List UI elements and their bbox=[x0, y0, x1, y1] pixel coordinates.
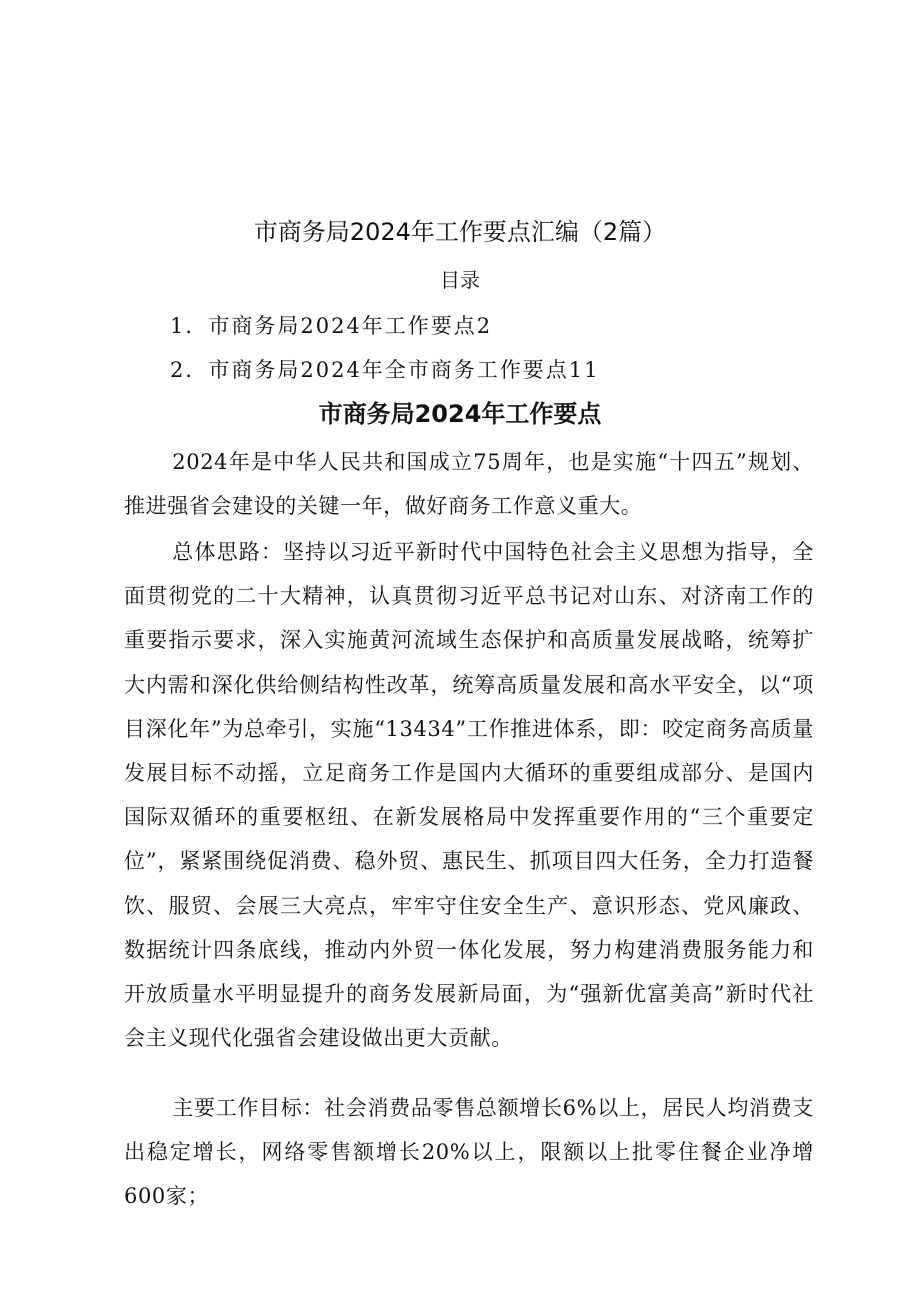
paragraph-main-goals bbox=[124, 1086, 814, 1219]
paragraph-text: 坚持以习近平新时代中国特色社会主义思想为指导，全面贯彻党的二十大精神，认真贯彻习近平总书记对山东、对济南工作的重要指示要求，深入实施黄河流域生态保护和高质量发展战略，统筹扩大内需和深化供给侧结构性改革，统筹高质量发展和高水平安全，以“项目深化年”为总牵引，实施“13434”工作推进体系，即：咬定商务高质量发展目标不动摇，立足商务工作是国内大循环的重要组成部分、是国内国际双循环的重要枢纽、在新发展格局中发挥重要作用的“三个重要定位”，紧紧围绕促消费、稳外贸、惠民生、抓项目四大任务，全力打造餐饮、服贸、会展三大亮点，牢牢守住安全生产、意识形态、党风廉政、数据统计四条底线，推动内外贸一体化发展，努力构建消费服务能力和开放质量水平明显提升的商务发展新局面，为“强新优富美高”新时代社会主义现代化强省会建设做出更大贡献。 bbox=[124, 540, 814, 1051]
paragraph-text: 社会消费品零售总额增长6%以上，居民人均消费支出稳定增长，网络零售额增长20%以上，限额以上批零住餐企业净增600家； bbox=[124, 1096, 814, 1209]
paragraph-text: 2024年是中华人民共和国成立75周年，也是实施“十四五”规划、推进强省会建设的关键一年，做好商务工作意义重大。 bbox=[124, 450, 814, 519]
toc-item[interactable]: 2．市商务局2024年全市商务工作要点11 bbox=[170, 358, 600, 382]
paragraph-label: 总体思路： bbox=[172, 540, 284, 564]
toc-heading: 目录 bbox=[440, 268, 480, 292]
section-title: 市商务局2024年工作要点 bbox=[318, 400, 602, 428]
paragraph-label: 主要工作目标： bbox=[172, 1096, 325, 1120]
paragraph-overall-approach bbox=[124, 530, 814, 1060]
toc-item[interactable]: 1．市商务局2024年工作要点2 bbox=[170, 314, 493, 338]
paragraph-intro bbox=[124, 440, 814, 528]
document-title: 市商务局2024年工作要点汇编（2篇） bbox=[253, 218, 667, 246]
